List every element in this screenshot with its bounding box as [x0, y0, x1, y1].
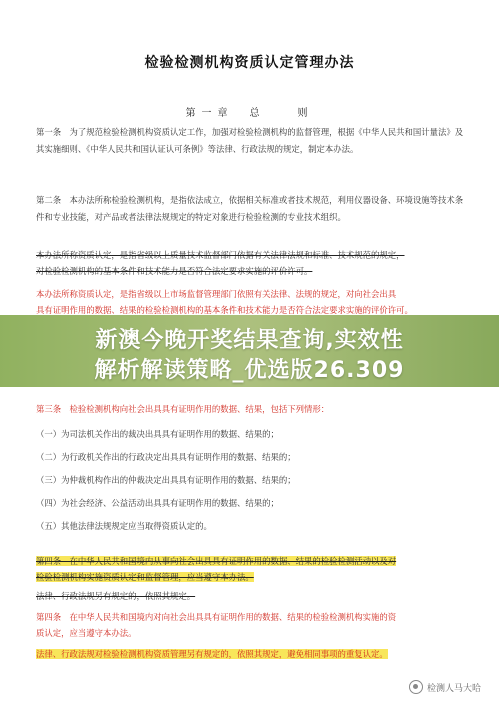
old-article-4-line-3: 法律、行政法规另有规定的，依照其规定。 — [36, 591, 196, 601]
banner-line-2: 解析解读策略_优选版26.309 — [94, 358, 405, 383]
promo-banner — [0, 315, 499, 387]
article-3-item: （五）其他法律法规规定应当取得资质认定的。 — [36, 521, 212, 531]
banner-line-1: 新澳今晚开奖结果查询,实效性 — [95, 328, 404, 353]
article-1: 第一条 为了规范检验检测机构资质认定工作，加强对检验检测机构的监督管理，根据《中华人民共和国计量法》及其实施细则、《中华人民共和国认证认可条例》等法律、行政法规的规定，制定本办法。 — [36, 127, 464, 154]
chapter-heading: 第一章 总 则 — [185, 108, 314, 119]
article-2: 第二条 本办法所称检验检测机构，是指依法成立，依据相关标准或者技术规范，利用仪器设备、环境设施等技术条件和专业技能，对产品或者法律法规规定的特定对象进行检验检测的专业技术组织。 — [36, 195, 464, 222]
new-definition-line-1: 本办法所称资质认定，是指省级以上市场监督管理部门依照有关法律、法规的规定，对向社会出具 — [36, 289, 397, 299]
wechat-icon — [409, 680, 423, 694]
article-3-item: （三）为仲裁机构作出的仲裁决定出具具有证明作用的数据、结果的； — [36, 475, 296, 485]
article-3-item: （一）为司法机关作出的裁决出具具有证明作用的数据、结果的； — [36, 429, 279, 439]
article-3-heading: 第三条 检验检测机构向社会出具具有证明作用的数据、结果，包括下列情形： — [36, 404, 330, 414]
old-article-4-line-1: 第四条 在中华人民共和国境内从事向社会出具具有证明作用的数据、结果的检验检测活动以及对 — [36, 556, 397, 566]
new-article-4-line-1: 第四条 在中华人民共和国境内对向社会出具具有证明作用的数据、结果的检验检测机构实施的资 — [36, 612, 397, 622]
watermark-text: 检测人马大哈 — [426, 683, 481, 694]
old-definition-line-2: 对检验检测机构的基本条件和技术能力是否符合法定要求实施的评价许可。 — [36, 266, 313, 276]
article-3-item: （四）为社会经济、公益活动出具具有证明作用的数据、结果的； — [36, 498, 279, 508]
document-title: 检验检测机构资质认定管理办法 — [144, 55, 355, 71]
new-article-4-line-2: 质认定，应当遵守本办法。 — [36, 628, 137, 638]
old-definition-line-1: 本办法所称资质认定，是指省级以上质量技术监督部门依据有关法律法规和标准、技术规范的规定， — [36, 250, 405, 260]
watermark — [409, 680, 481, 694]
article-3-item: （二）为行政机关作出的行政决定出具具有证明作用的数据、结果的； — [36, 452, 296, 462]
new-article-4-line-3: 法律、行政法规对检验检测机构资质管理另有规定的，依照其规定，避免相同事项的重复认定。 — [36, 649, 388, 659]
old-article-4-line-2: 检验检测机构实施资质认定和监督管理，应当遵守本办法。 — [36, 572, 254, 582]
new-definition-line-2: 具有证明作用的数据、结果的检验检测机构的基本条件和技术能力是否符合法定要求实施的评价许可。 — [36, 305, 413, 315]
